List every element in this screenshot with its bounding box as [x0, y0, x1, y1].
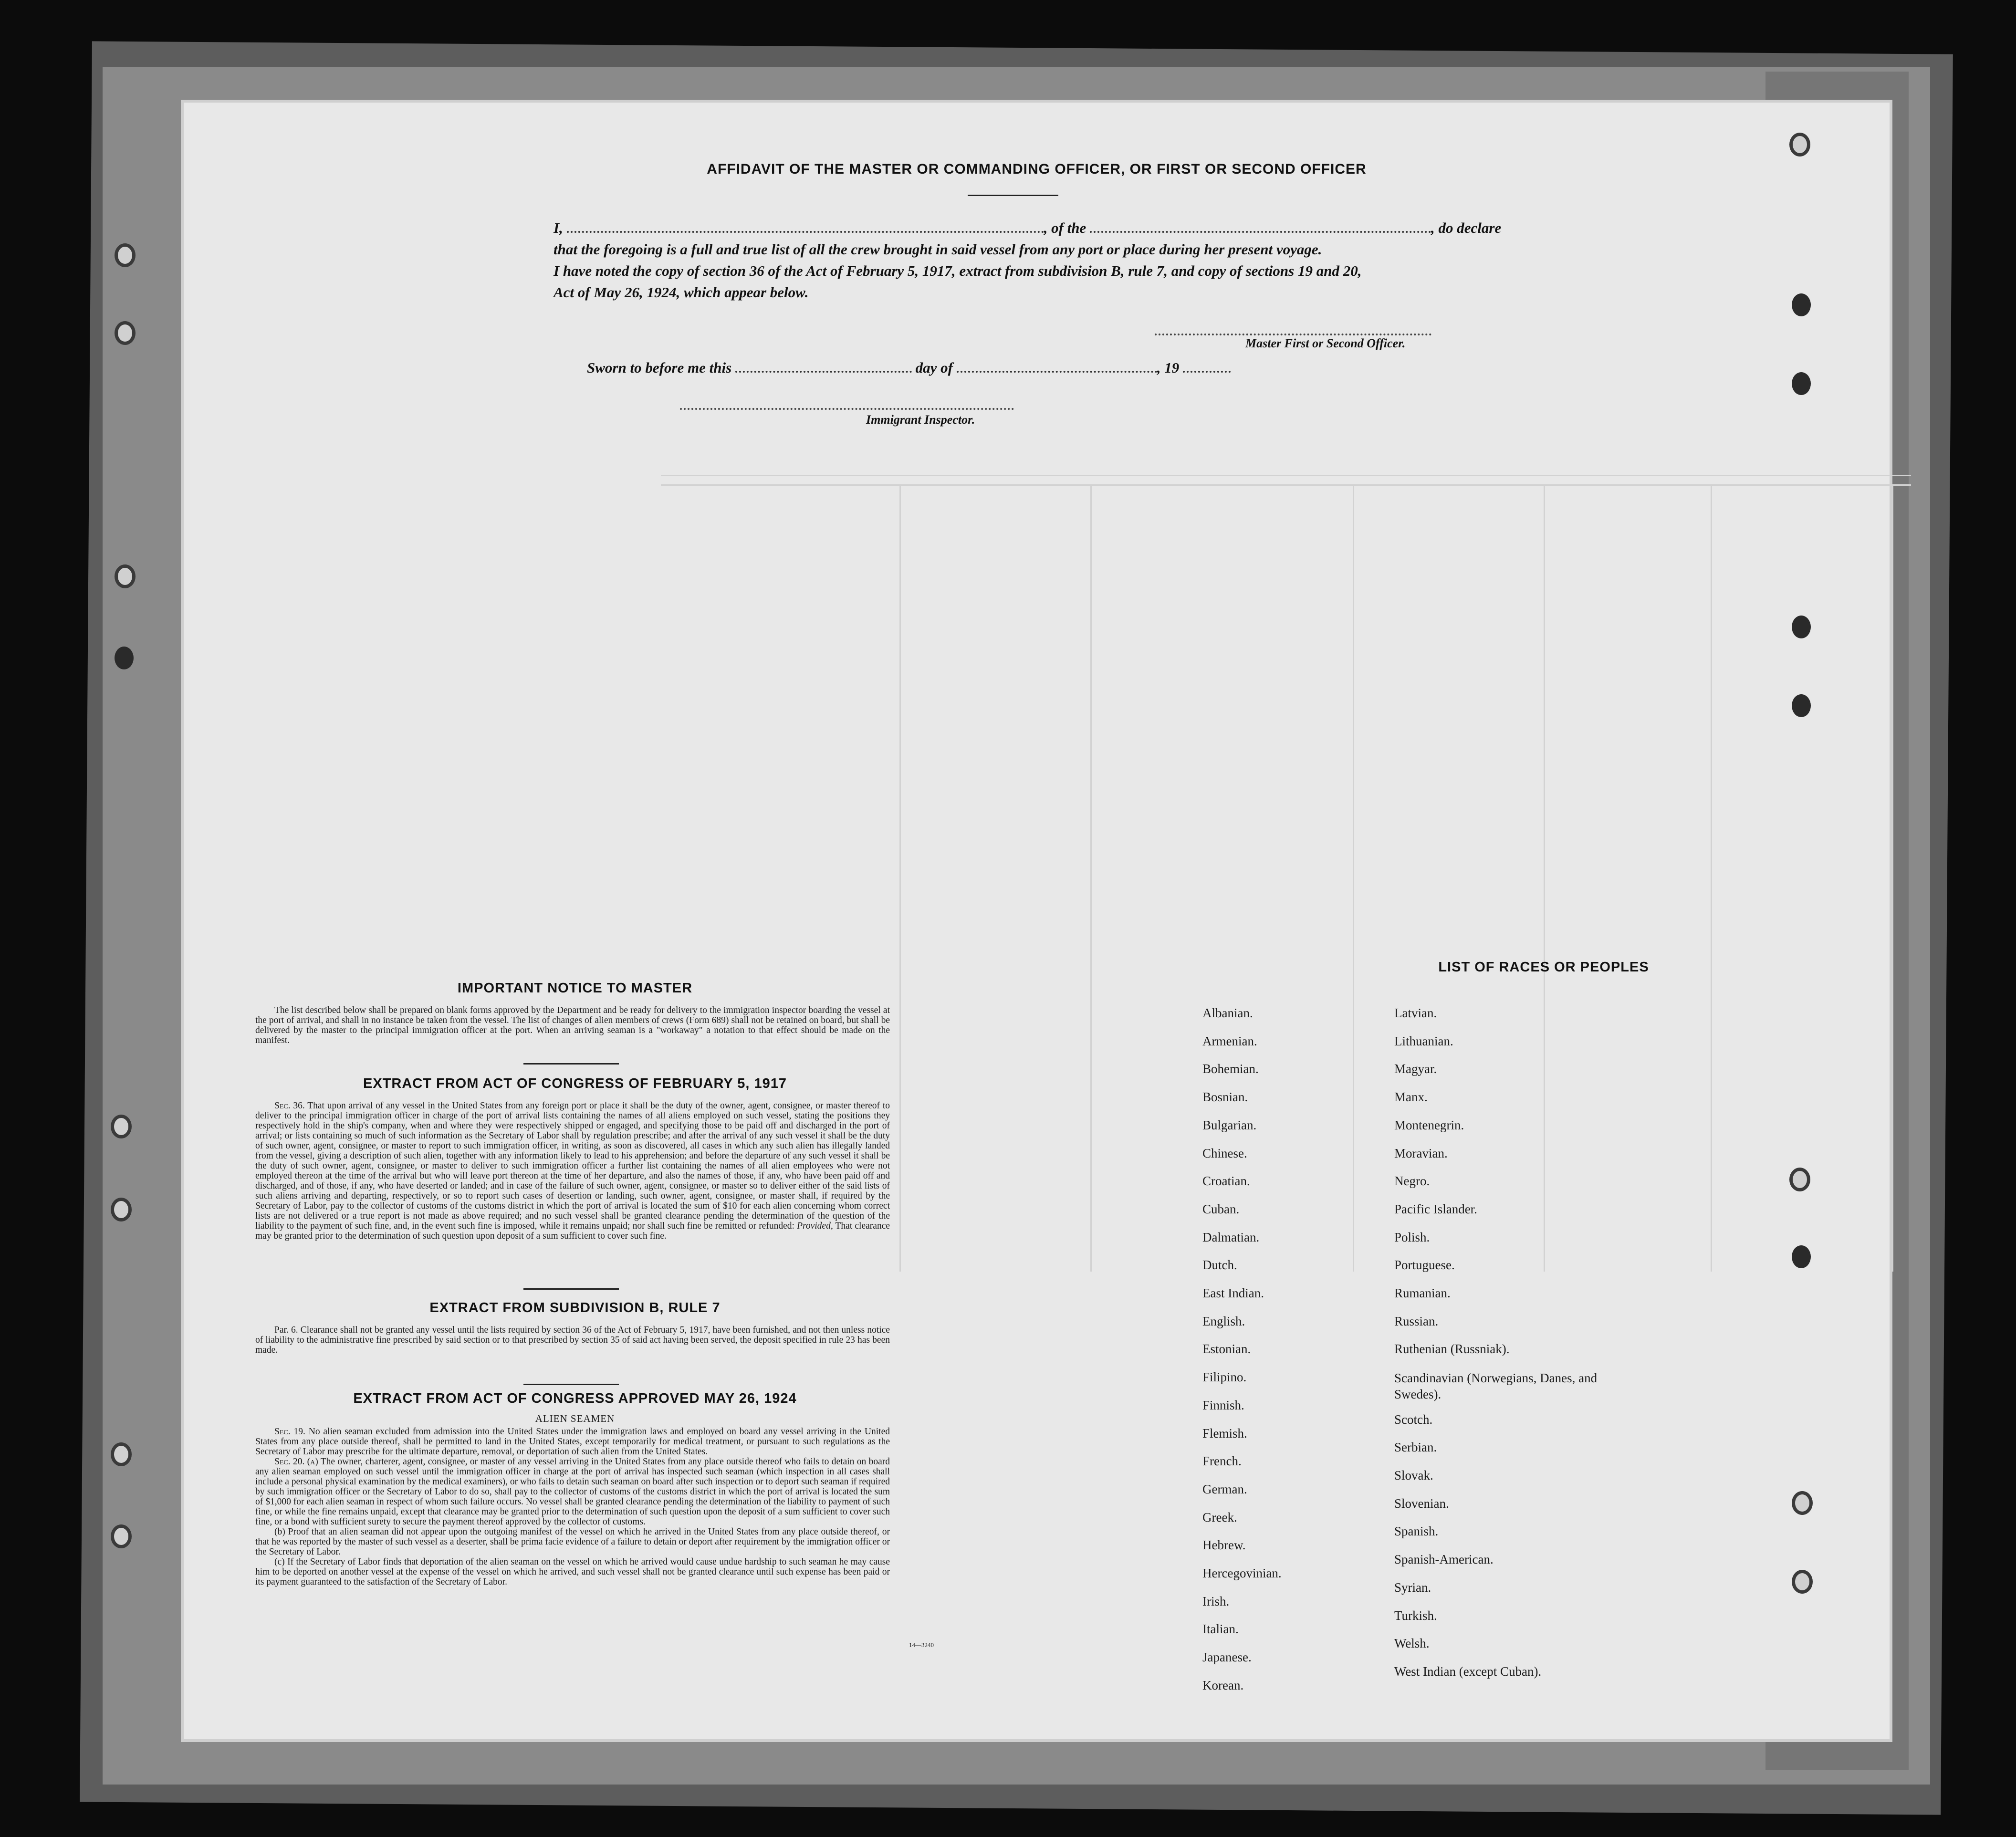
ghost-rule [1711, 484, 1712, 1272]
ghost-rule [661, 484, 1911, 486]
race-item: Turkish. [1394, 1608, 1437, 1623]
sec-36-tail: That clearance may be granted prior to the determination of such question upon deposit of a sum sufficient to cover such fine. [255, 1221, 890, 1241]
race-item: Flemish. [1202, 1426, 1247, 1440]
sec-20a-paragraph [255, 1457, 890, 1527]
race-item: Lithuanian. [1394, 1033, 1453, 1048]
race-item: Portuguese. [1394, 1258, 1455, 1273]
binder-hole [115, 243, 136, 267]
name-blank[interactable] [567, 229, 1044, 233]
sworn-year-blank[interactable] [1183, 369, 1231, 373]
race-item: Latvian. [1394, 1006, 1437, 1020]
race-item: Hebrew. [1202, 1538, 1246, 1553]
race-item: Slovak. [1394, 1468, 1433, 1482]
ghost-rule [1353, 484, 1354, 1272]
binder-hole [111, 1524, 132, 1548]
race-item: Filipino. [1202, 1370, 1247, 1385]
sworn-day-blank[interactable] [735, 369, 912, 373]
affidavit-declare: , do declare [1431, 219, 1502, 236]
rule-7-paragraph: Par. 6. Clearance shall not be granted any vessel until the lists required by section 36 of the Act of February 5, 1917, have been furnished, and not then unless notice of liability to the administrative fine prescribed by said section or to that prescribed by section 35 of said act having been served, the deposit specified in rule 23 has been made. [255, 1325, 890, 1355]
race-item: Dalmatian. [1202, 1230, 1260, 1244]
binder-hole [1792, 694, 1811, 717]
race-item: Montenegrin. [1394, 1117, 1464, 1132]
notice-text [255, 1005, 890, 1045]
sec-36-body: That upon arrival of any vessel in the United States from any foreign port or place it shall be the duty of the owner, agent, consignee, or master thereof to deliver to the principal immigration officer in charge of the port of arrival lists containing the names of all aliens employed on such vessel, stating the positions they respectively hold in the ship's company, when and where they were respectively shipped or engaged, and specifying those to be paid off and discharged in the port of arrival; or lists containing so much of such information as the Secretary of Labor shall by regulation prescribe; and after the arrival of any such vessel it shall be the duty of such owner, agent, consignee, or master to report to such immigration officer, in writing, as soon as discovered, all cases in which any such alien has illegally landed from the vessel, giving a description of such alien, together with any information likely to lead to his apprehension; and before the departure of any such vessel it shall be the duty of such owner, agent, consignee, or master to deliver to such immigration officer a further list containing the names of all alien employees who were not employed thereon at the time of the arrival but who will leave port thereon at the time of her departure, and also the names of those, if any, who have been paid off and discharged, and of those, if any, who have deserted or landed; and in case of the failure of such owner, agent, consignee, or master so to deliver either of the said lists of such aliens arriving and departing, respectively, or so to report such cases of desertion or landing, such owner, agent, consignee, or master shall, if required by the Secretary of Labor, pay to the collector of customs of the customs district in which the port of arrival is located the sum of $10 for each alien concerning whom correct lists are not delivered or a true report is not made as above required; and no such vessel shall be granted clearance pending the determination of the question of the liability to the payment of such fine, and, in the event such fine is imposed, while it remains unpaid; nor shall such fine be remitted or refunded: [255, 1101, 890, 1231]
binder-hole [1792, 616, 1811, 638]
inspector-caption: Immigrant Inspector. [866, 413, 975, 427]
binder-hole [1792, 1245, 1811, 1268]
race-item: English. [1202, 1314, 1245, 1328]
race-item: Welsh. [1394, 1636, 1430, 1651]
sec-20c-paragraph: (c) If the Secretary of Labor finds that deportation of the alien seaman on the vessel on which he arrived would cause undue hardship to such seaman he may cause him to be deported on another vessel at the expense of the vessel on which he arrived, and such vessel shall not be granted clearance until such expense has been paid or its payment guaranteed to the satisfaction of the Secretary of Labor. [255, 1557, 890, 1587]
sec-19-paragraph [255, 1427, 890, 1457]
race-item: Japanese. [1202, 1650, 1252, 1665]
master-signature-line[interactable] [1155, 334, 1431, 335]
sec-19-body: No alien seaman excluded from admission into the United States under the immigration laws and employed on board any vessel arriving in the United States from any place outside thereof, shall be permitted to land in the United States, except temporarily for medical treatment, or pursuant to such regulations as the Secretary of Labor may prescribe for the ultimate departure, removal, or deportation of such alien from the United States. [255, 1427, 890, 1457]
races-title: LIST OF RACES OR PEOPLES [1438, 960, 1649, 975]
race-item: Syrian. [1394, 1580, 1431, 1595]
race-item: Negro. [1394, 1174, 1430, 1189]
race-item: German. [1202, 1482, 1247, 1496]
affidavit-title: AFFIDAVIT OF THE MASTER OR COMMANDING OFFICER, OR FIRST OR SECOND OFFICER [707, 161, 1367, 177]
binder-hole [1789, 133, 1810, 157]
binder-hole [1792, 1491, 1813, 1515]
sworn-text: Sworn to before me this [587, 359, 732, 376]
race-item: Greek. [1202, 1510, 1237, 1524]
binder-hole [1789, 1168, 1810, 1191]
affidavit-of-the: , of the [1044, 219, 1086, 236]
binder-hole [115, 564, 136, 588]
sec-20a-body: The owner, charterer, agent, consignee, or master of any vessel arriving in the United States from any place outside thereof who fails to detain on board any alien seaman employed on such vessel until the immigration officer in charge at the port of arrival has inspected such seaman (which inspection in all cases shall include a personal physical examination by the medical examiners), or who fails to detain such seaman on board after such inspection or to deport such seaman if required by such immigration officer or the Secretary of Labor to do so, shall pay to the collector of customs of the customs district in which the port of arrival is located the sum of $1,000 for each alien seaman in respect of whom such failure occurs. No vessel shall be granted clearance pending the determination of the liability to payment of such fine, or while the fine remains unpaid, except that clearance may be granted prior to the determination of such question upon the deposit of a sum sufficient to cover such fine, or a bond with sufficient surety to secure the payment thereof approved by the collector of customs. [255, 1457, 890, 1527]
sec-20b-paragraph: (b) Proof that an alien seaman did not appear upon the outgoing manifest of the vessel on which he arrived in the United States from any place outside thereof, or that he was reported by the master of such vessel as a deserter, shall be prima facie evidence of a failure to detain or deport after requirement by the immigration officer or the Secretary of Labor. [255, 1527, 890, 1557]
race-item: Slovenian. [1394, 1496, 1449, 1511]
sec-20-label: Sec. 20. (a) [274, 1457, 318, 1467]
affidavit-line-4: Act of May 26, 1924, which appear below. [554, 284, 809, 301]
alien-seamen-subtitle: ALIEN SEAMEN [535, 1413, 615, 1424]
race-item: Scotch. [1394, 1412, 1433, 1427]
section-rule [523, 1384, 619, 1385]
binder-hole [111, 1198, 132, 1221]
vessel-blank[interactable] [1090, 229, 1431, 233]
provided-word: Provided, [797, 1221, 833, 1231]
extract-1924-title: EXTRACT FROM ACT OF CONGRESS APPROVED MAY 26, 1924 [353, 1391, 797, 1406]
extract-1917-title: EXTRACT FROM ACT OF CONGRESS OF FEBRUARY 5, 1917 [363, 1076, 787, 1091]
ghost-rule [1090, 484, 1092, 1272]
extract-1924-text [255, 1427, 890, 1587]
race-item: Spanish-American. [1394, 1552, 1494, 1567]
race-item: Cuban. [1202, 1201, 1240, 1216]
race-item: Moravian. [1394, 1146, 1448, 1160]
race-item: Korean. [1202, 1678, 1244, 1692]
inspector-signature-line[interactable] [680, 408, 1014, 410]
rule-7-text [255, 1325, 890, 1355]
race-item: Irish. [1202, 1594, 1230, 1608]
master-caption: Master First or Second Officer. [1245, 336, 1406, 350]
ghost-rule [899, 484, 901, 1272]
day-of-text: day of [915, 359, 953, 376]
race-item: Polish. [1394, 1230, 1430, 1244]
race-item: East Indian. [1202, 1286, 1264, 1300]
race-item: Magyar. [1394, 1062, 1437, 1076]
race-item: Bosnian. [1202, 1090, 1248, 1105]
race-item: Pacific Islander. [1394, 1201, 1477, 1216]
binder-hole [115, 321, 136, 345]
section-rule [523, 1288, 619, 1290]
ghost-rule [1892, 484, 1893, 1272]
affidavit-line-2: that the foregoing is a full and true list of all the crew brought in said vessel from any port or place during her present voyage. [554, 241, 1322, 258]
race-item: Chinese. [1202, 1146, 1247, 1160]
document-sheet [184, 103, 1890, 1739]
notice-paragraph: The list described below shall be prepared on blank forms approved by the Department and be ready for delivery to the immigration inspector boarding the vessel at the port of arrival, and shall in no instance be taken from the vessel. The list of changes of alien members of crews (Form 689) shall not be retained on board, but shall be delivered by the master to the principal immigration officer at the port. When an arriving seaman is a "workaway" a notation to that effect should be made on the manifest. [255, 1005, 890, 1045]
binder-hole [111, 1115, 132, 1138]
race-item: Rumanian. [1394, 1286, 1451, 1300]
race-item: Croatian. [1202, 1174, 1250, 1189]
ghost-rule [661, 475, 1911, 476]
sec-36-paragraph [255, 1101, 890, 1241]
sworn-month-blank[interactable] [957, 369, 1157, 373]
race-item: Estonian. [1202, 1342, 1251, 1357]
race-item: Bulgarian. [1202, 1117, 1257, 1132]
affidavit-line-3: I have noted the copy of section 36 of the Act of February 5, 1917, extract from subdivision B, rule 7, and copy of sections 19 and 20, [554, 262, 1362, 279]
notice-title: IMPORTANT NOTICE TO MASTER [457, 981, 693, 996]
sworn-line [587, 359, 1231, 376]
race-item: Russian. [1394, 1314, 1439, 1328]
section-rule [523, 1063, 619, 1065]
binder-hole [1792, 293, 1811, 316]
title-rule [968, 195, 1058, 196]
race-item: Dutch. [1202, 1258, 1237, 1273]
binder-hole [1792, 372, 1811, 395]
race-item: Serbian. [1394, 1440, 1437, 1455]
binder-hole [1792, 1570, 1813, 1594]
race-item: Manx. [1394, 1090, 1428, 1105]
race-item: Bohemian. [1202, 1062, 1259, 1076]
sec-36-label: Sec. 36. [274, 1101, 305, 1111]
race-item: Italian. [1202, 1622, 1239, 1637]
race-item: French. [1202, 1454, 1242, 1469]
sec-19-label: Sec. 19. [274, 1427, 305, 1437]
binder-hole [115, 647, 134, 669]
race-item: Finnish. [1202, 1398, 1244, 1412]
rule-7-title: EXTRACT FROM SUBDIVISION B, RULE 7 [429, 1300, 721, 1315]
affidavit-i: I, [554, 219, 563, 236]
race-item: Albanian. [1202, 1006, 1253, 1020]
year-prefix: , 19 [1157, 359, 1180, 376]
race-item: Scandinavian (Norwegians, Danes, and Swedes). [1394, 1371, 1598, 1402]
race-item: Spanish. [1394, 1524, 1439, 1539]
extract-1917-text [255, 1101, 890, 1241]
race-item: West Indian (except Cuban). [1394, 1664, 1542, 1679]
binder-hole [111, 1442, 132, 1466]
form-number: 14—3240 [909, 1641, 934, 1649]
race-item: Armenian. [1202, 1033, 1257, 1048]
ghost-rule [1544, 484, 1545, 1272]
affidavit-line-1 [554, 219, 1501, 237]
race-item: Hercegovinian. [1202, 1566, 1282, 1580]
race-item: Ruthenian (Russniak). [1394, 1342, 1510, 1357]
